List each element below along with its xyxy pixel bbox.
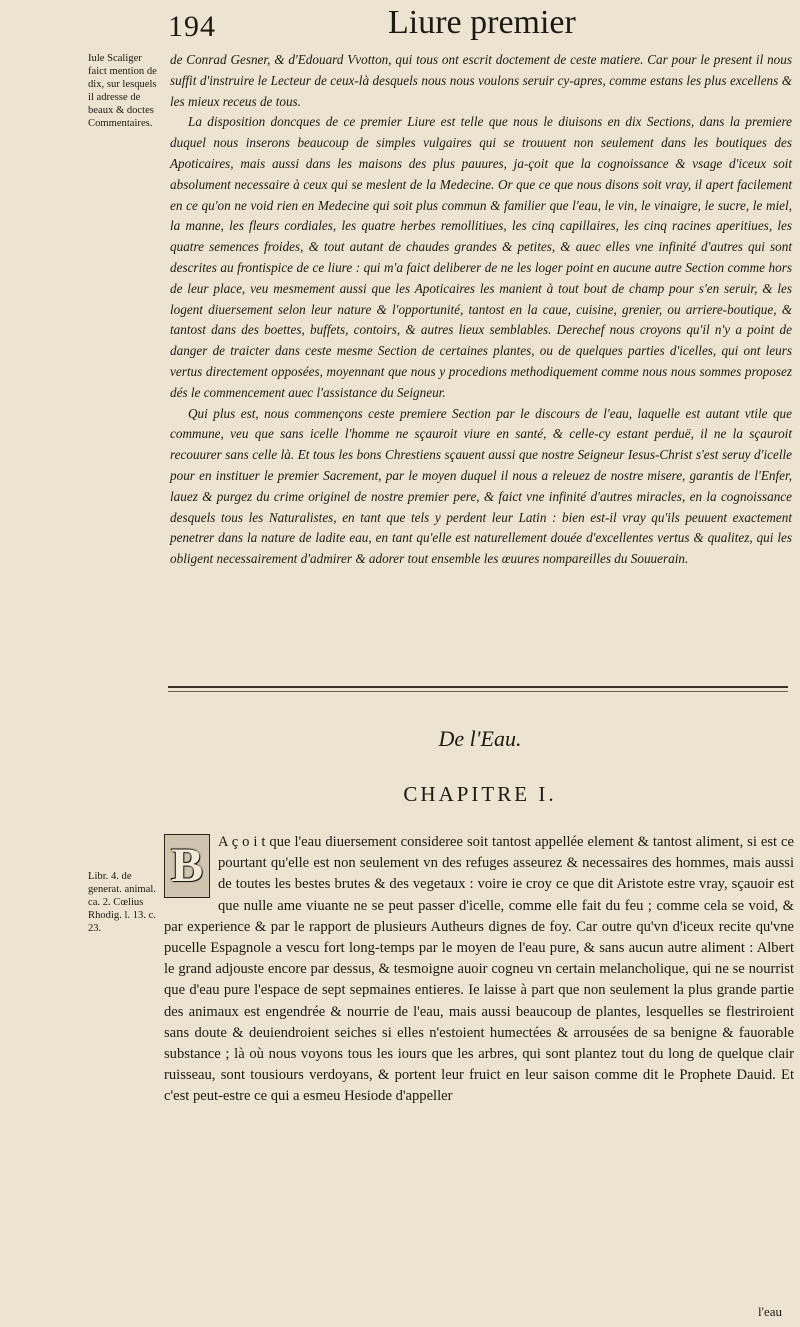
- ornamental-initial: [164, 834, 210, 898]
- intro-paragraph: de Conrad Gesner, & d'Edouard Vvotton, qui tous ont escrit doctement de ceste matiere. Car pour le present il nous suffit d'instruire le Lecteur de ceux-là desquels nous nous voulons seruir cy-apres, comme estans les plus excellens & les mieux receus de tous.: [170, 52, 792, 109]
- chapter-text: [164, 832, 794, 1108]
- introduction-text: [170, 50, 792, 570]
- page-number: 194: [168, 10, 216, 43]
- section-divider: [168, 686, 788, 692]
- section-title: De l'Eau.: [438, 726, 522, 751]
- running-title: Liure premier: [388, 4, 576, 41]
- chapter-paragraph: A ç o i t que l'eau diuersement consideree soit tantost appellée element & tantost aliment, si est ce pourtant qu'elle est non seulement vn des refuges asseurez & necessaires des hommes, mais aussi de toutes les bestes brutes & des vegetaux : voire ie croy ce que dit Aristote estre vray, sçauoir est que nulle ame viuante ne se peut passer d'icelle, comme elle fait du feu ; comme cela se void, & par experience & par le rapport de plusieurs Autheurs dignes de foy. Car outre qu'vn d'iceux recite qu'vne pucelle Espagnole a vescu fort long-temps par le moyen de l'eau pure, & sans aucun autre aliment : Albert le grand adjouste encore par dessus, & tesmoigne auoir cogneu vn certain melancholique, qui ne se nourrist que d'eau pure l'espace de sept sepmaines entieres. Ie laisse à part que non seulement la plus grande partie des animaux est engendrée & nourrie de l'eau, mais aussi beaucoup de plantes, lesquelles se flestriroient sans doute & deuiendroient seiches si elles n'estoient humectées & arrousées de sa benigne & fauorable substance ; là où nous voyons tous les iours que les arbres, qui sont plantez tout du long de quelque clair ruisseau, sont tousiours verdoyans, & portent leur fruict en leur saison comme dit le Prophete Dauid. Et c'est peut-estre ce qui a esmeu Hesiode d'appeller: [164, 834, 794, 1105]
- margin-note-scaliger: Iule Scaliger faict mention de dix, sur lesquels il adresse de beaux & doctes Commentaires.: [88, 53, 157, 129]
- intro-paragraph: La disposition doncques de ce premier Liure est telle que nous le diuisons en dix Sections, dans la premiere duquel nous inserons beaucoup de simples vulgaires qui se trouuent non seulement dans les boutiques des Apoticaires, mais aussi dans les maisons des plus pauures, ja-çoit que la cognoissance & vsage d'iceux soit absolument necessaire à ceux qui se meslent de la Medecine. Or que ce que nous disons soit vray, il apert facilement en ce qu'on ne void rien en Medecine qui soit plus commun & familier que l'eau, le vin, le vinaigre, le sucre, le miel, la manne, les fleurs cordiales, les quatre herbes remollitiues, les cinq capillaires, les cinq racines aperitiues, les quatre semences froides, & tout autant de chaudes grandes & petites, & auec elles vne infinité d'autres qui sont descrites au frontispice de ce liure : qui m'a faict deliberer de ne les loger point en aucune autre Section comme hors de leur place, veu mesmement aussi que les Apoticaires les manient à tout bout de champ pour s'en seruir, & les logent diuersement selon leur nature & l'opportunité, tantost en la caue, cuisine, grenier, ou arriere-boutique, & tantost dans des boettes, buffets, contoirs, & autres lieux semblables. Derechef nous croyons qu'il n'y a point de danger de traicter dans ceste mesme Section de certaines plantes, ou de quelques parties d'icelles, qui ont leurs vertus directement opposées, moyennant que nous y procedions methodiquement comme nous nous sommes proposez dés le commencement auec l'assistance du Seigneur.: [170, 114, 792, 400]
- ornamental-initial-letter: B: [170, 839, 203, 892]
- intro-paragraph: Qui plus est, nous commençons ceste premiere Section par le discours de l'eau, laquelle est autant vtile que commune, veu que sans icelle l'homme ne sçauroit viure en santé, & celle-cy estant perduë, il ne la sçauroit recouurer sans celle là. Et tous les bons Chrestiens sçauent aussi que nostre Seigneur Iesus-Christ s'est seruy d'icelle pour en instituer le premier Sacrement, par le moyen duquel il nous a releuez de nostre misere, garantis de l'Enfer, lauez & purgez du crime originel de nostre premier pere, & faict vne infinité d'autres miracles, en la cognoissance desquels tous les Naturalistes, en tant que tels y perdent leur Latin : bien est-il vray qu'ils peuuent exactement penetrer dans la nature de ladite eau, en tant qu'elle est naturellement douée d'excellentes vertus & qualitez, qui les obligent necessairement d'admirer & adorer tout ensemble les œuures nompareilles du Souuerain.: [170, 405, 792, 567]
- chapter-title: CHAPITRE I.: [403, 782, 557, 806]
- margin-note-references: Libr. 4. de generat. animal. ca. 2. Cœlius Rhodig. l. 13. c. 23.: [88, 871, 156, 934]
- catchword: l'eau: [758, 1304, 782, 1319]
